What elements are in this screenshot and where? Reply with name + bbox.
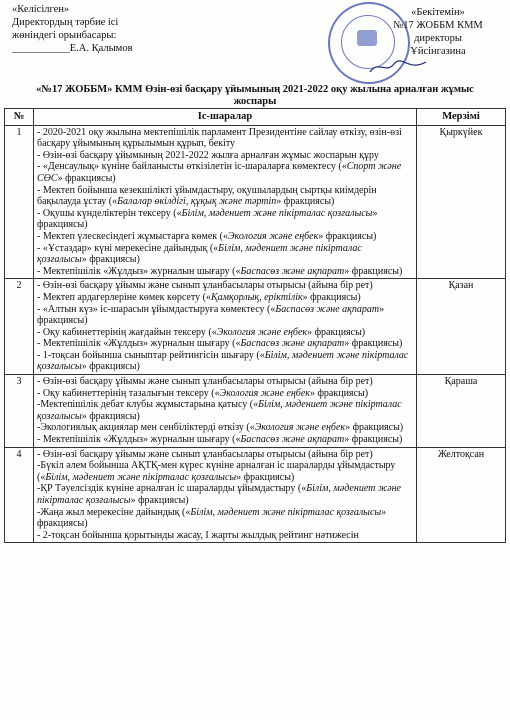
activity-text: » фракциясы) — [318, 230, 377, 242]
activity-faction: Білім, мәдениет және пікірталас қозғалысы — [181, 207, 373, 219]
activity-faction: Экология және еңбек — [254, 422, 346, 434]
row-activities — [34, 125, 417, 279]
activity-faction: Баспасөз және ақпарат — [240, 265, 345, 277]
table-row — [5, 375, 506, 448]
row-activities — [34, 279, 417, 375]
activity-text: » фракциясы) — [344, 338, 403, 350]
activity-faction: Баспасөз және ақпарат — [240, 434, 345, 446]
activity-item — [37, 243, 413, 266]
activity-item — [37, 185, 413, 208]
activity-text: » фракциясы) — [302, 291, 361, 303]
row-activities — [34, 375, 417, 448]
activity-item — [37, 208, 413, 231]
col-activities-header: Іс-шаралар — [34, 109, 417, 126]
activity-faction: Экология және еңбек — [216, 326, 308, 338]
activity-text: - Мектепішілік «Жұлдыз» журналын шығару (« — [37, 338, 241, 350]
activity-text: - Өзін-өзі басқару ұйымы және сынып ұланбасылары отырысы (айына бір рет) — [37, 280, 373, 292]
activity-text: » фракциясы) — [345, 422, 404, 434]
activity-text: -Бүкіл әлем бойынша АҚТҚ-мен күрес күніне арналған іс шараларды ұйымдастыру (« — [37, 460, 396, 483]
row-number: 1 — [5, 125, 34, 279]
activity-item — [37, 483, 413, 506]
activity-item — [37, 292, 413, 304]
activity-text: - 1-тоқсан бойынша сыныптар рейтингісін шығару (« — [37, 349, 265, 361]
activity-item — [37, 327, 413, 339]
activity-item — [37, 304, 413, 327]
activity-text: - 2-тоқсан бойынша қорытынды жасау, І жарты жылдық рейтинг нәтижесін — [37, 529, 359, 541]
activity-faction: Білім, мәдениет және пікірталас қозғалысы — [37, 483, 401, 506]
activity-text: - «Алтын күз» іс-шарасын ұйымдастыруға көмектесу (« — [37, 303, 276, 315]
approve-label: «Бекітемін» — [411, 7, 465, 18]
activity-text: » фракциясы) — [344, 265, 403, 277]
deputy-title-line2: жөніндегі орынбасары: — [12, 30, 117, 41]
activity-text: » фракциясы) — [307, 326, 366, 338]
activity-text: » фракциясы) — [344, 434, 403, 446]
activity-faction: Білім, мәдениет және пікірталас қозғалысы — [37, 349, 409, 373]
activity-faction: Білім, мәдениет және пікірталас қозғалысы — [45, 471, 237, 483]
activity-faction: Қамқорлық, еріктілік — [210, 291, 303, 303]
activity-text: » фракциясы) — [37, 207, 378, 231]
activity-text: - Мектепішілік «Жұлдыз» журналын шығару (« — [37, 265, 241, 277]
director-name: Ұйсінгазина — [410, 46, 466, 57]
row-activities — [34, 447, 417, 543]
activity-item — [37, 231, 413, 243]
activity-item — [37, 376, 413, 388]
table-row — [5, 279, 506, 375]
activity-faction: Спорт және СӨС — [37, 161, 402, 184]
activity-item — [37, 388, 413, 400]
deputy-signature-line: ___________Е.А. Қалымов — [12, 43, 133, 54]
row-term: Қараша — [417, 375, 506, 448]
activity-text: - Мектепішілік «Жұлдыз» журналын шығару (« — [37, 434, 241, 446]
activity-text: » фракциясы) — [37, 506, 387, 530]
table-body — [5, 125, 506, 543]
activity-text: » фракциясы) — [276, 196, 335, 208]
activity-text: - «Ұстаздар» күні мерекесіне дайындық (« — [37, 242, 219, 254]
activity-item — [37, 399, 413, 422]
table-header-row — [5, 109, 506, 126]
activity-item — [37, 150, 413, 162]
activity-faction: Баспасөз және ақпарат — [240, 338, 345, 350]
activity-item — [37, 460, 413, 483]
activity-text: - Мектеп үлескесіндегі жұмыстарға көмек (« — [37, 230, 228, 242]
director-signature — [368, 58, 428, 76]
activity-faction: Білім, мәдениет және пікірталас қозғалысы — [37, 399, 402, 422]
row-number: 3 — [5, 375, 34, 448]
row-term: Қыркүйек — [417, 125, 506, 279]
activity-text: » фракциясы) — [37, 303, 385, 327]
row-number: 2 — [5, 279, 34, 375]
activity-text: - Оқушы күнделіктерін тексеру (« — [37, 207, 182, 219]
activity-text: - Мектеп бойынша кезекшілікті ұйымдастыру, оқушылардың сыртқы киімдерін бақылауда ұстау (« — [37, 184, 377, 208]
activity-text: - Мектеп ардагерлеріне көмек көрсету (« — [37, 291, 211, 303]
activity-faction: Баспасөз және ақпарат — [275, 303, 380, 315]
activity-text: - Өзін-өзі басқару ұйымы және сынып ұланбасылары отырысы (айына бір рет) — [37, 376, 373, 388]
activity-text: » фракциясы) — [236, 471, 295, 483]
activity-item — [37, 280, 413, 292]
activity-item — [37, 338, 413, 350]
activity-item — [37, 507, 413, 530]
activity-text: - Оқу кабинеттерінің тазалығын тексеру (« — [37, 387, 220, 399]
row-number: 4 — [5, 447, 34, 543]
activity-text: » фракциясы) — [81, 410, 140, 422]
agreed-label: «Келісілген» — [12, 4, 70, 15]
activity-text: » фракциясы) — [81, 361, 140, 373]
activity-faction: Балалар өкілдігі, құқық және тәртіп — [117, 196, 277, 208]
approval-right-block — [368, 6, 508, 58]
activity-text: - Өзін-өзі басқару ұйымы және сынып ұланбасылары отырысы (айына бір рет) — [37, 448, 373, 460]
activity-item — [37, 449, 413, 461]
activity-item — [37, 434, 413, 446]
activity-item — [37, 266, 413, 278]
row-term: Желтоқсан — [417, 447, 506, 543]
activity-text: -Экологиялық акциялар мен сенбіліктерді өткізу (« — [37, 422, 255, 434]
activity-faction: Экология және еңбек — [227, 230, 319, 242]
activity-item — [37, 127, 413, 150]
activity-text: -ҚР Тәуелсіздік күніне арналған іс шараларды ұйымдастыру (« — [37, 483, 307, 495]
activity-item — [37, 422, 413, 434]
activity-text: -Мектепішілік дебат клубы жұмыстарына қатысу (« — [37, 399, 259, 411]
activity-text: - 2020-2021 оқу жылына мектепішілік парламент Президентіне сайлау өткізу, өзін-өзі басқару ұйымының құрылымын құрып, бекіту — [37, 126, 402, 150]
col-number-header: № — [5, 109, 34, 126]
activity-text: » фракциясы) — [309, 387, 369, 399]
title-line1: «№17 ЖОББМ» КММ Өзін-өзі басқару ұйымының 2021-2022 оқу жылына арналған жұмыс — [36, 84, 474, 95]
activity-faction: Экология және еңбек — [219, 387, 310, 399]
table-row — [5, 447, 506, 543]
approval-left-block — [12, 3, 133, 55]
activity-faction: Білім, мәдениет және пікірталас қозғалысы — [190, 506, 382, 518]
activity-item — [37, 530, 413, 542]
director-title: №17 ЖОББМ КММ директоры — [393, 20, 483, 44]
activity-faction: Білім, мәдениет және пікірталас қозғалысы — [37, 242, 362, 266]
deputy-title-line1: Директордың тәрбие ісі — [12, 17, 119, 28]
document-title — [20, 84, 490, 108]
activity-item — [37, 161, 413, 184]
activity-text: » фракциясы) — [57, 172, 116, 184]
table-row — [5, 125, 506, 279]
activity-text: » фракциясы) — [130, 495, 189, 506]
plan-table — [4, 108, 506, 543]
row-term: Қазан — [417, 279, 506, 375]
title-line2: жоспары — [233, 96, 277, 107]
activity-text: - Оқу кабинеттерінің жағдайын тексеру (« — [37, 326, 217, 338]
activity-text: - «Денсаулық» күніне байланысты өткізілетін іс-шараларға көмектесу (« — [37, 161, 347, 173]
activity-text: » фракциясы) — [81, 254, 140, 266]
activity-text: - Өзін-өзі басқару ұйымының 2021-2022 жылға арналған жұмыс жоспарын құру — [37, 149, 379, 161]
col-term-header: Мерзімі — [417, 109, 506, 126]
activity-item — [37, 350, 413, 373]
activity-text: -Жаңа жыл мерекесіне дайындық (« — [37, 506, 191, 518]
